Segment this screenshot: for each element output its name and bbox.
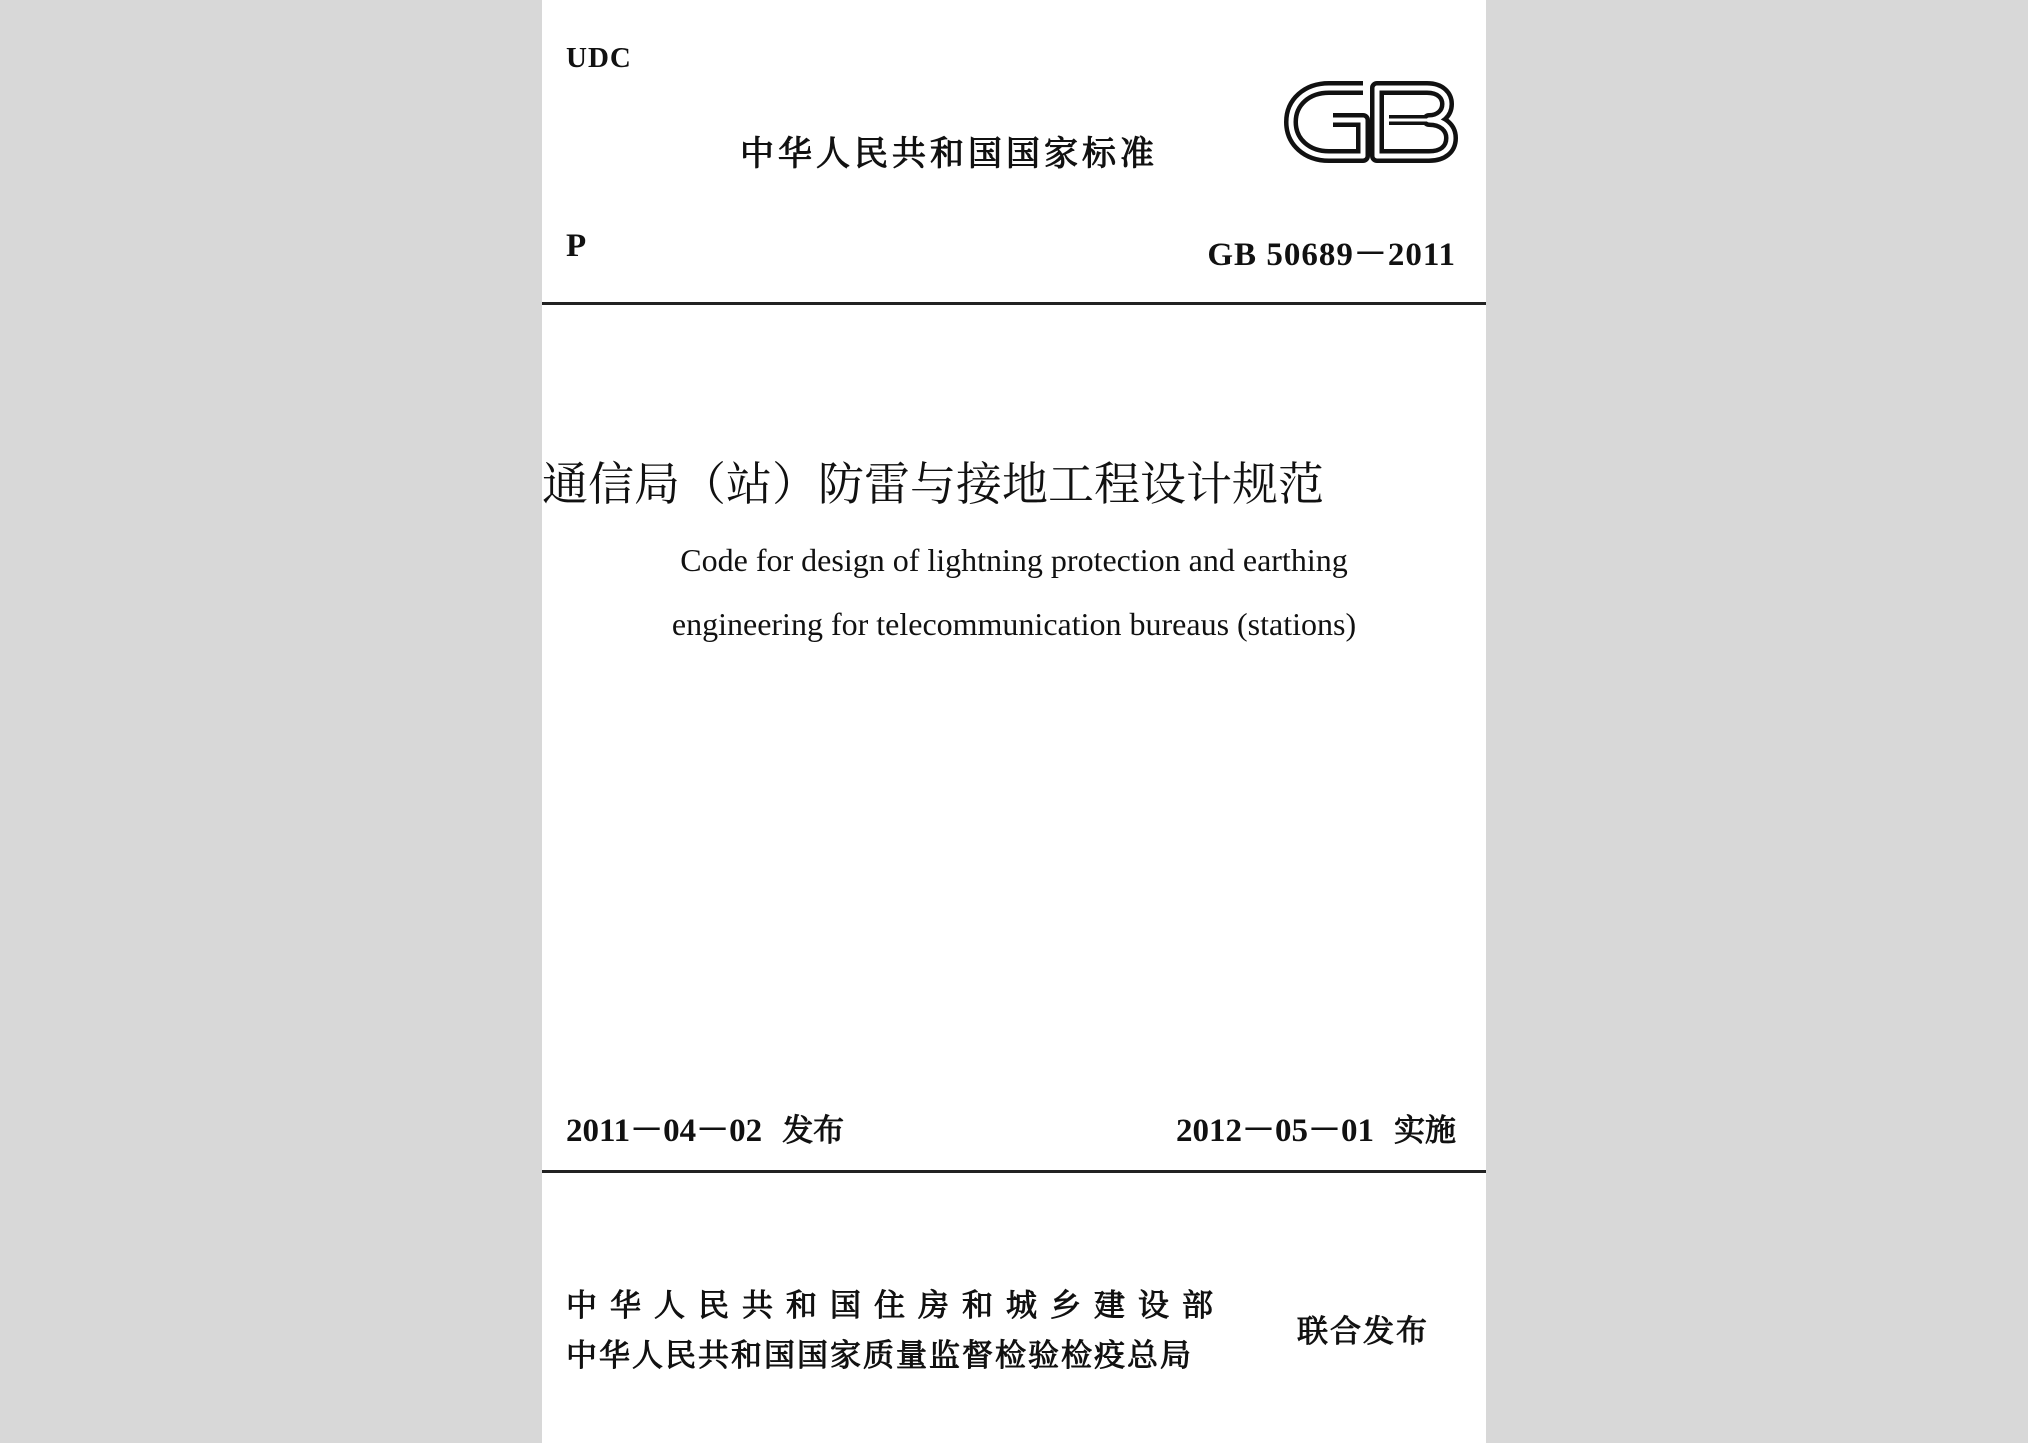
title-english-line2: engineering for telecommunication bureaus (stations) [671, 606, 1357, 642]
issue-date: 2011－04－02 [566, 1113, 763, 1149]
standard-type-heading: 中华人民共和国国家标准 [740, 134, 1158, 174]
issuer-line1: 中华人民共和国住房和城乡建设部 [566, 1288, 1226, 1324]
joint-issue-label: 联合发布 [1297, 1314, 1429, 1350]
issue-date-block [566, 1104, 844, 1151]
bottom-divider [542, 1170, 1486, 1173]
gb-logo-icon [1277, 72, 1461, 172]
document-cover-page [542, 0, 1486, 1443]
udc-label: UDC [566, 42, 632, 74]
standard-number: GB 50689－2011 [1207, 237, 1456, 273]
title-english-line1: Code for design of lightning protection and earthing [680, 542, 1348, 578]
implement-date: 2012－05－01 [1176, 1113, 1374, 1149]
title-chinese: 通信局（站）防雷与接地工程设计规范 [542, 457, 1324, 511]
implement-label: 实施 [1394, 1113, 1456, 1149]
classification-code: P [566, 228, 587, 264]
issue-label: 发布 [782, 1113, 845, 1149]
implement-date-block [1176, 1104, 1456, 1151]
issuer-line2: 中华人民共和国国家质量监督检验检疫总局 [566, 1338, 1193, 1374]
top-divider [542, 302, 1486, 305]
